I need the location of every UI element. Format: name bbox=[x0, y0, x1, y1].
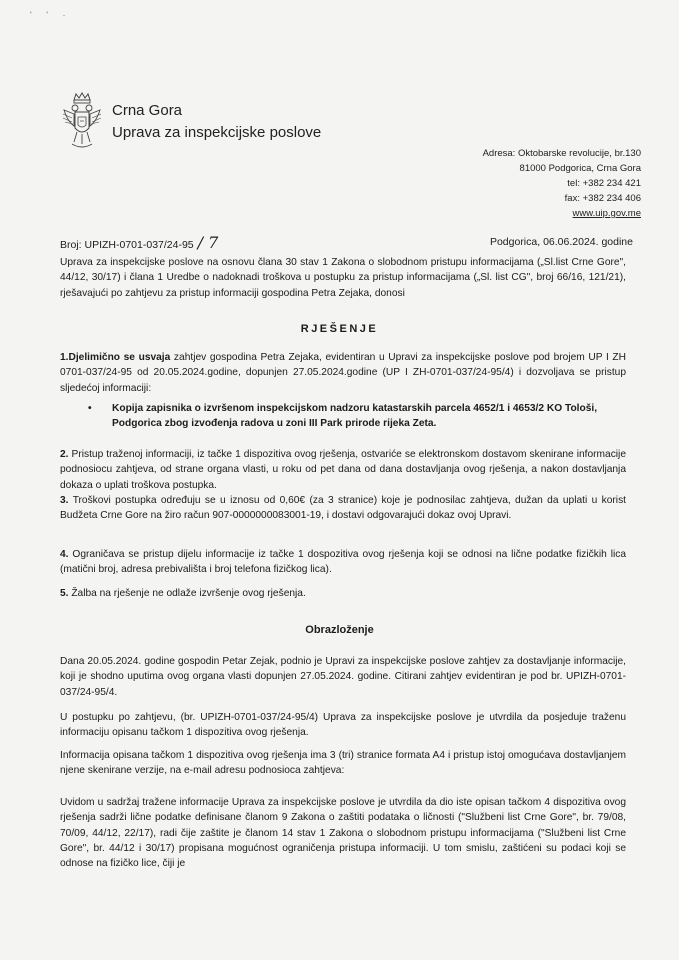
org-line-agency: Uprava za inspekcijske poslove bbox=[112, 124, 322, 141]
corner-marks: ' ' · bbox=[30, 10, 72, 20]
org-line-country: Crna Gora bbox=[112, 102, 183, 119]
address-website-link[interactable]: www.uip.gov.me bbox=[572, 208, 641, 219]
point-1 bbox=[60, 350, 626, 396]
point-4 bbox=[60, 547, 626, 578]
reasoning-paragraph-4: Uvidom u sadržaj tražene informacije Uprava za inspekcijske poslove je utvrdila da dio iste opisan tačkom 4 dispozitiva ovog rješenja sadrži lične podatke definisane članom 9 Zakona o zaštiti podataka o ličnosti ("Službeni list Crne Gore", br. 79/08, 70/09, 44/12, 22/17), radi čije zaštite je članom 14 stav 1 Zakona o slobodnom pristupu informacijama ("Službeni list Crne Gore", br. 44/12 i 30/17) propisana mogućnost ograničenja pristupa informaciji. U tom smislu, zaštićeni su podaci koji se odnose na fizičko lice, čiji je bbox=[60, 797, 626, 870]
address-fax: fax: +382 234 406 bbox=[564, 193, 641, 204]
address-tel: tel: +382 234 421 bbox=[567, 178, 641, 189]
handwritten-number: / 7 bbox=[197, 233, 219, 252]
point-5-number: 5. bbox=[60, 588, 69, 599]
point-1-text: zahtjev gospodina Petra Zejaka, evidentiran u Upravi za inspekcijske poslove pod brojem UP I ZH 0701-037/24-95 od 20.05.2024.godine, dopunjen 27.05.2024.godine (UP I ZH-0701-037/24-95/4) i dozvoljava se pristup sljedećoj informaciji: bbox=[60, 352, 626, 394]
decision-title: RJEŠENJE bbox=[300, 323, 379, 335]
point-2-number: 2. bbox=[60, 449, 69, 460]
point-3-text: Troškovi postupka određuju se u iznosu od 0,60€ (za 3 stranice) koje je podnosilac zahtjeva, dužan da uplati u korist Budžeta Crne Gore na žiro račun 907-0000000083001-19, i dostavi odgovarajući dokaz ovoj Upravi. bbox=[60, 495, 626, 522]
point-5 bbox=[60, 586, 626, 601]
reference-number bbox=[60, 233, 218, 252]
reference-number-text: Broj: UPIZH-0701-037/24-95 bbox=[60, 239, 194, 251]
point-4-text: Ograničava se pristup dijelu informacije iz tačke 1 dospozitiva ovog rješenja koji se odnosi na lične podatke fizičkih lica (matični broj, adresa prebivališta i broj telefona fizičkog lica). bbox=[60, 549, 626, 576]
reasoning-paragraph-3: Informacija opisana tačkom 1 dispozitiva ovog rješenja ima 3 (tri) stranice formata A4 i pristup istoj omogućava dostavljanjem njene skenirane verzije, na e-mail adresu podnosioca zahtjeva: bbox=[60, 750, 626, 777]
point-3 bbox=[60, 493, 626, 524]
point-4-number: 4. bbox=[60, 549, 69, 560]
point-3-number: 3. bbox=[60, 495, 69, 506]
address-block bbox=[483, 146, 641, 221]
bullet-dot: • bbox=[88, 403, 92, 414]
organization-name bbox=[112, 100, 321, 144]
point-1-lead: 1.Djelimično se usvaja bbox=[60, 352, 171, 363]
point-2-text: Pristup traženoj informaciji, iz tačke 1 dispozitiva ovog rješenja, ostvariće se elektronskom dostavom skenirane informacije podnosiocu zahtjeva, od strane organa vlasti, u roku od pet dana od dana dostavljanja ovog rješenja, a nakon dostavljanja dokaza o uplati troškova postupka. bbox=[60, 449, 626, 491]
point-2 bbox=[60, 447, 626, 493]
reasoning-title: Obrazloženje bbox=[305, 624, 374, 636]
intro-paragraph: Uprava za inspekcijske poslove na osnovu člana 30 stav 1 Zakona o slobodnom pristupu informacijama („Sl.list Crne Gore", 44/12, 30/17) i člana 1 Uredbe o nadoknadi troškova u postupku za pristup informacijama („Sl. list CG", broj 66/16, 121/21), rješavajući po zahtjevu za pristup informaciji gospodina Petra Zejaka, donosi bbox=[60, 257, 626, 299]
document-date: Podgorica, 06.06.2024. godine bbox=[489, 236, 633, 248]
address-street: Adresa: Oktobarske revolucije, br.130 bbox=[482, 148, 641, 159]
montenegro-crest-icon bbox=[60, 92, 104, 152]
point-5-text: Žalba na rješenje ne odlaže izvršenje ovog rješenja. bbox=[68, 588, 306, 599]
bullet-item bbox=[88, 401, 628, 432]
reasoning-paragraph-2: U postupku po zahtjevu, (br. UPIZH-0701-037/24-95/4) Uprava za inspekcijske poslove je utvrdila da posjeduje traženu informaciju opisanu tačkom 1 dispozitiva ovog rješenja. bbox=[60, 712, 626, 739]
reasoning-paragraph-1: Dana 20.05.2024. godine gospodin Petar Zejak, podnio je Upravi za inspekcijske poslove zahtjev za dostavljanje informacije, koji je shodno uputima ovog organa vlasti dopunjen 27.05.2024. godine. Citirani zahtjev evidentiran je pod br. UPIZH-0701-037/24-95/4. bbox=[60, 656, 626, 698]
address-city: 81000 Podgorica, Crna Gora bbox=[519, 163, 641, 174]
bullet-text: Kopija zapisnika o izvršenom inspekcijskom nadzoru katastarskih parcela 4652/1 i 4653/2 KO Tološi, Podgorica zbog izvođenja radova u zoni III Park prirode rijeka Zeta. bbox=[112, 403, 598, 430]
